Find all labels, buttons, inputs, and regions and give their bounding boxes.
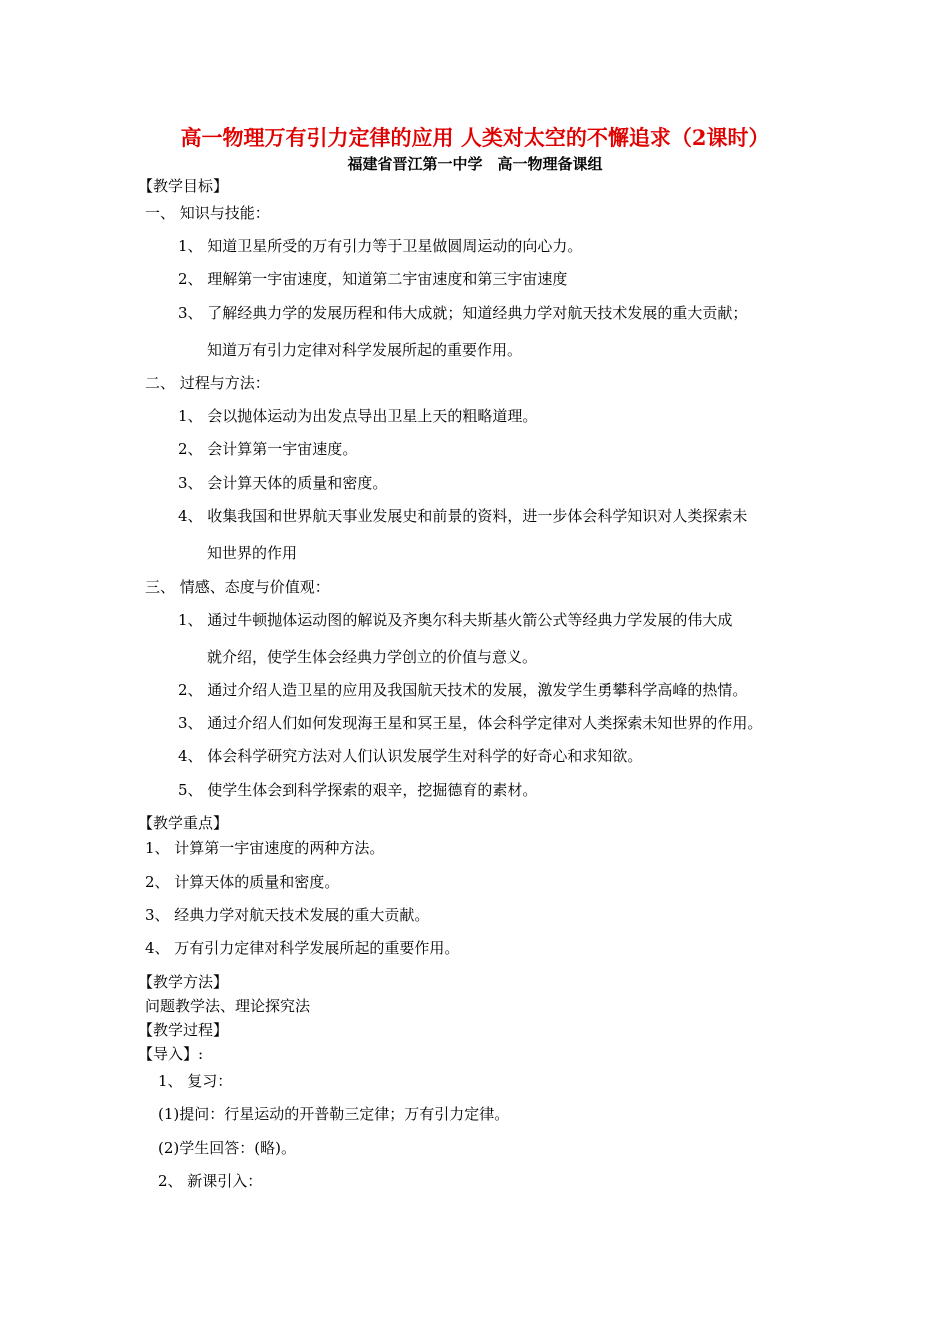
key-point-item: 2、 计算天体的质量和密度。 [145, 873, 340, 891]
document-title: 高一物理万有引力定律的应用 人类对太空的不懈追求（2课时） [180, 125, 770, 150]
section-3-item: 1、 通过牛顿抛体运动图的解说及齐奥尔科夫斯基火箭公式等经典力学发展的伟大成 [178, 611, 733, 629]
section-2-item: 3、 会计算天体的质量和密度。 [178, 474, 388, 492]
intro-item: 1、 复习： [158, 1072, 233, 1090]
section-3-item: 5、 使学生体会到科学探索的艰辛，挖掘德育的素材。 [178, 781, 538, 799]
intro-item: 2、 新课引入： [158, 1172, 263, 1190]
section-1-heading: 一、 知识与技能： [145, 204, 270, 222]
key-point-item: 4、 万有引力定律对科学发展所起的重要作用。 [145, 939, 460, 957]
objectives-heading: 【教学目标】 [138, 177, 229, 195]
section-2-item: 1、 会以抛体运动为出发点导出卫星上天的粗略道理。 [178, 407, 538, 425]
intro-item: (2)学生回答：(略)。 [158, 1139, 296, 1157]
methods-text: 问题教学法、理论探究法 [145, 997, 311, 1015]
section-3-item: 3、 通过介绍人们如何发现海王星和冥王星，体会科学定律对人类探索未知世界的作用。 [178, 714, 763, 732]
section-3-item-cont: 就介绍，使学生体会经典力学创立的价值与意义。 [207, 648, 538, 666]
section-3-item: 4、 体会科学研究方法对人们认识发展学生对科学的好奇心和求知欲。 [178, 747, 643, 765]
section-2-item: 2、 会计算第一宇宙速度。 [178, 440, 358, 458]
section-2-heading: 二、 过程与方法： [145, 374, 270, 392]
intro-item: (1)提问：行星运动的开普勒三定律；万有引力定律。 [158, 1105, 510, 1123]
methods-heading: 【教学方法】 [138, 973, 229, 991]
section-1-item: 2、 理解第一宇宙速度，知道第二宇宙速度和第三宇宙速度 [178, 270, 568, 288]
intro-heading: 【导入】: [138, 1045, 204, 1063]
section-2-item-cont: 知世界的作用 [207, 544, 298, 562]
section-3-heading: 三、 情感、态度与价值观： [145, 578, 330, 596]
document-subtitle: 福建省晋江第一中学 高一物理备课组 [347, 155, 603, 173]
key-point-item: 3、 经典力学对航天技术发展的重大贡献。 [145, 906, 430, 924]
section-1-item: 1、 知道卫星所受的万有引力等于卫星做圆周运动的向心力。 [178, 237, 583, 255]
key-point-item: 1、 计算第一宇宙速度的两种方法。 [145, 839, 385, 857]
process-heading: 【教学过程】 [138, 1021, 229, 1039]
section-1-item-cont: 知道万有引力定律对科学发展所起的重要作用。 [207, 341, 523, 359]
section-1-item: 3、 了解经典力学的发展历程和伟大成就；知道经典力学对航天技术发展的重大贡献； [178, 304, 748, 322]
section-3-item: 2、 通过介绍人造卫星的应用及我国航天技术的发展，激发学生勇攀科学高峰的热情。 [178, 681, 748, 699]
section-2-item: 4、 收集我国和世界航天事业发展史和前景的资料，进一步体会科学知识对人类探索未 [178, 507, 748, 525]
key-points-heading: 【教学重点】 [138, 814, 229, 832]
